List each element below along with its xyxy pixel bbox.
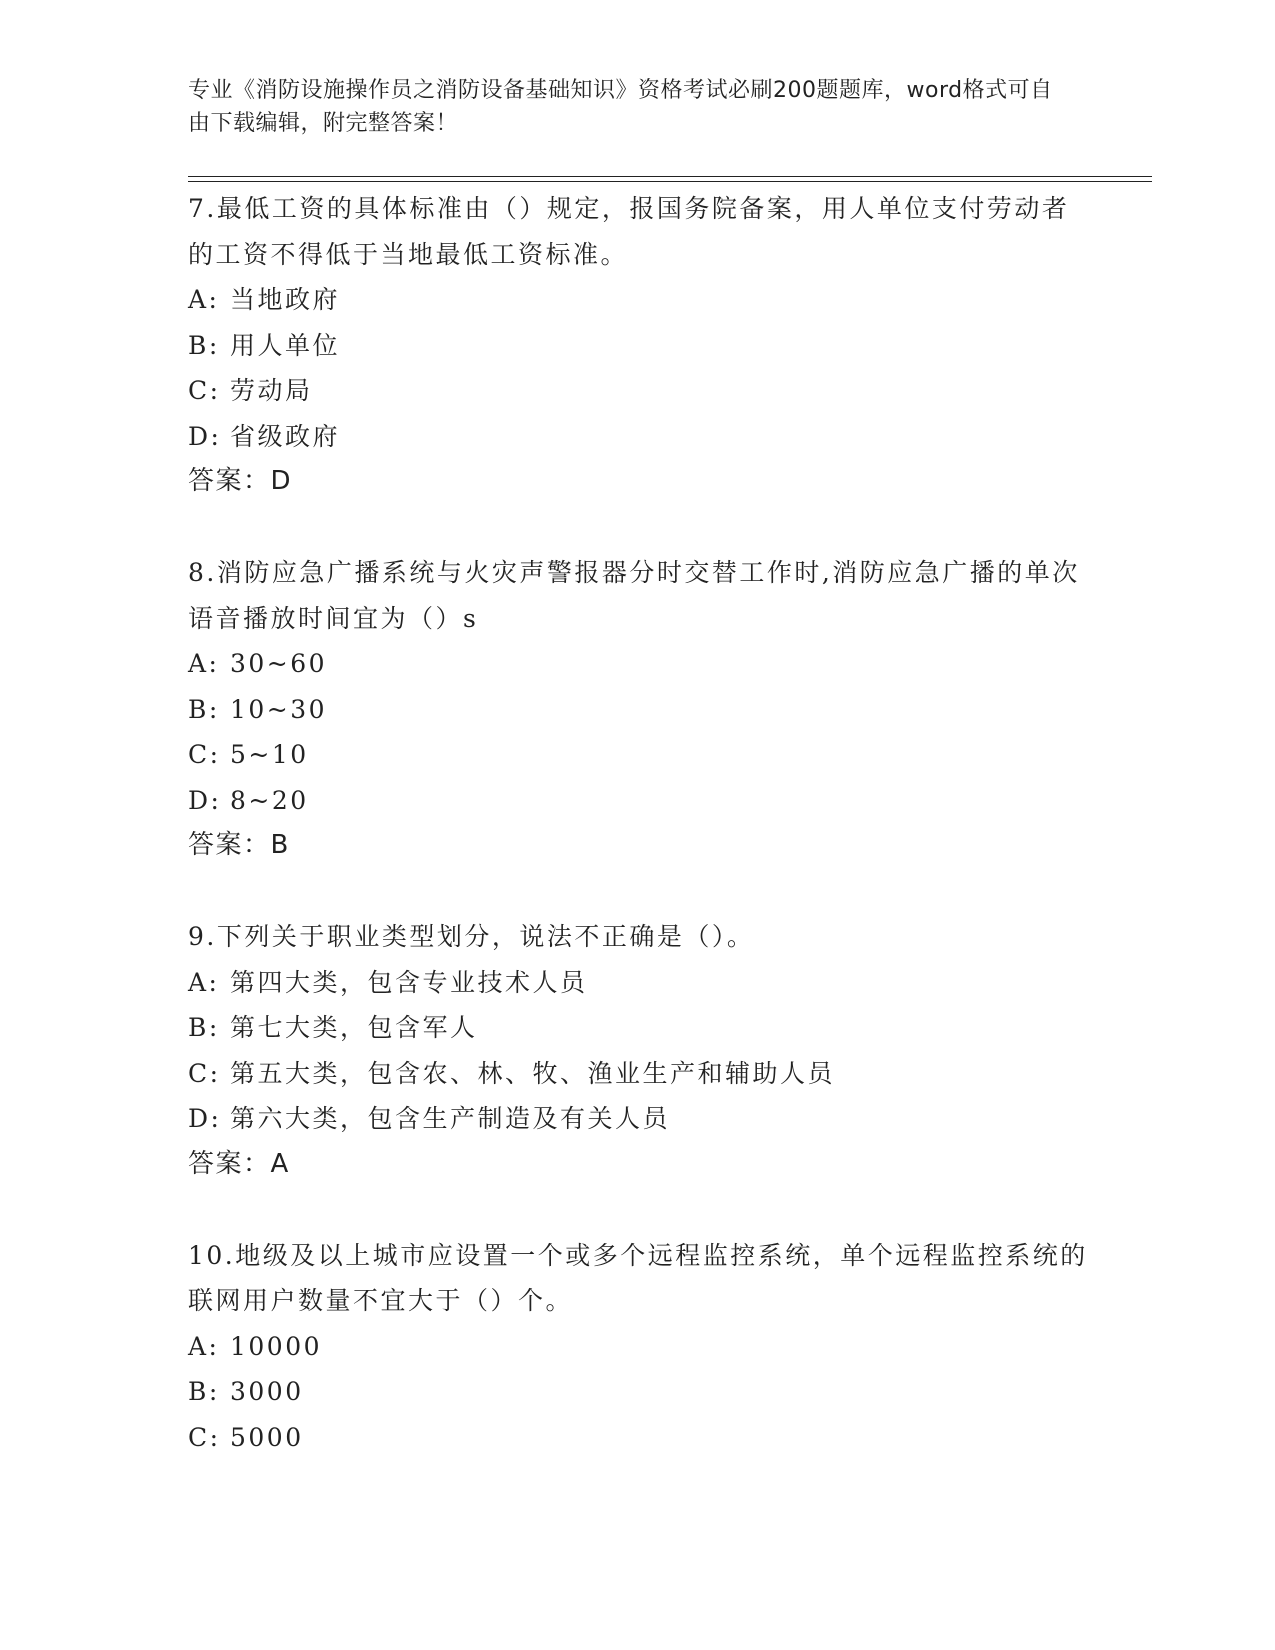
option-label: D: <box>188 1104 222 1133</box>
question-text: 7.最低工资的具体标准由（）规定，报国务院备案，用人单位支付劳动者的工资不得低于当地最低工资标准。 <box>188 194 1070 269</box>
answer-line: 答案：B <box>188 830 290 860</box>
option-a <box>188 641 1088 687</box>
option-label: B: <box>188 1013 220 1042</box>
question-7 <box>188 186 1088 505</box>
option-label: D: <box>188 785 222 815</box>
question-text: 8.消防应急广播系统与火灾声警报器分时交替工作时,消防应急广播的单次语音播放时间宜为（）s <box>188 558 1080 633</box>
option-d <box>188 414 1088 460</box>
option-text: 30~60 <box>230 649 328 678</box>
option-label: B: <box>188 1377 220 1406</box>
answer-line: 答案：A <box>188 1148 290 1179</box>
option-text: 第四大类，包含专业技术人员 <box>230 967 588 997</box>
question-spacer <box>188 869 1088 915</box>
option-b <box>188 1369 1088 1415</box>
question-list <box>188 186 1088 1460</box>
option-d <box>188 778 1088 824</box>
option-label: B: <box>188 694 220 724</box>
option-text: 劳动局 <box>230 376 313 405</box>
option-c <box>188 732 1088 778</box>
option-text: 第五大类，包含农、林、牧、渔业生产和辅助人员 <box>230 1058 836 1088</box>
option-c <box>188 1415 1088 1461</box>
option-text: 第七大类，包含军人 <box>230 1013 478 1042</box>
question-text: 10.地级及以上城市应设置一个或多个远程监控系统，单个远程监控系统的联网用户数量不宜大于（）个。 <box>188 1240 1088 1315</box>
option-label: A: <box>188 1331 220 1361</box>
question-9 <box>188 914 1088 1187</box>
option-text: 当地政府 <box>230 285 341 314</box>
header-divider-bottom <box>188 181 1152 182</box>
option-text: 8~20 <box>230 785 309 815</box>
option-text: 10~30 <box>230 694 328 724</box>
option-label: A: <box>188 285 220 314</box>
answer-line: 答案：D <box>188 466 293 496</box>
option-label: A: <box>188 967 220 997</box>
option-a <box>188 1324 1088 1370</box>
document-header: 专业《消防设施操作员之消防设备基础知识》资格考试必刷200题题库，word格式可自由下载编辑，附完整答案！ <box>188 78 1053 136</box>
option-text: 5~10 <box>230 740 309 769</box>
option-text: 第六大类，包含生产制造及有关人员 <box>230 1104 671 1133</box>
option-label: A: <box>188 649 220 678</box>
option-label: C: <box>188 1058 221 1088</box>
question-spacer <box>188 505 1088 551</box>
question-8 <box>188 550 1088 869</box>
option-text: 5000 <box>230 1422 304 1452</box>
option-d <box>188 1096 1088 1142</box>
option-a <box>188 960 1088 1006</box>
option-text: 省级政府 <box>230 421 341 451</box>
option-label: C: <box>188 376 221 405</box>
question-spacer <box>188 1187 1088 1233</box>
option-text: 用人单位 <box>230 330 341 360</box>
option-c <box>188 368 1088 414</box>
option-label: C: <box>188 1422 221 1452</box>
header-divider-top <box>188 176 1152 177</box>
option-b <box>188 687 1088 733</box>
option-a <box>188 277 1088 323</box>
option-text: 10000 <box>230 1331 323 1361</box>
option-label: C: <box>188 740 221 769</box>
question-text: 9.下列关于职业类型划分，说法不正确是（）。 <box>188 922 755 951</box>
option-c <box>188 1051 1088 1097</box>
question-10 <box>188 1233 1088 1461</box>
option-b <box>188 323 1088 369</box>
option-label: D: <box>188 421 222 451</box>
option-text: 3000 <box>230 1377 304 1406</box>
option-b <box>188 1005 1088 1051</box>
option-label: B: <box>188 330 220 360</box>
